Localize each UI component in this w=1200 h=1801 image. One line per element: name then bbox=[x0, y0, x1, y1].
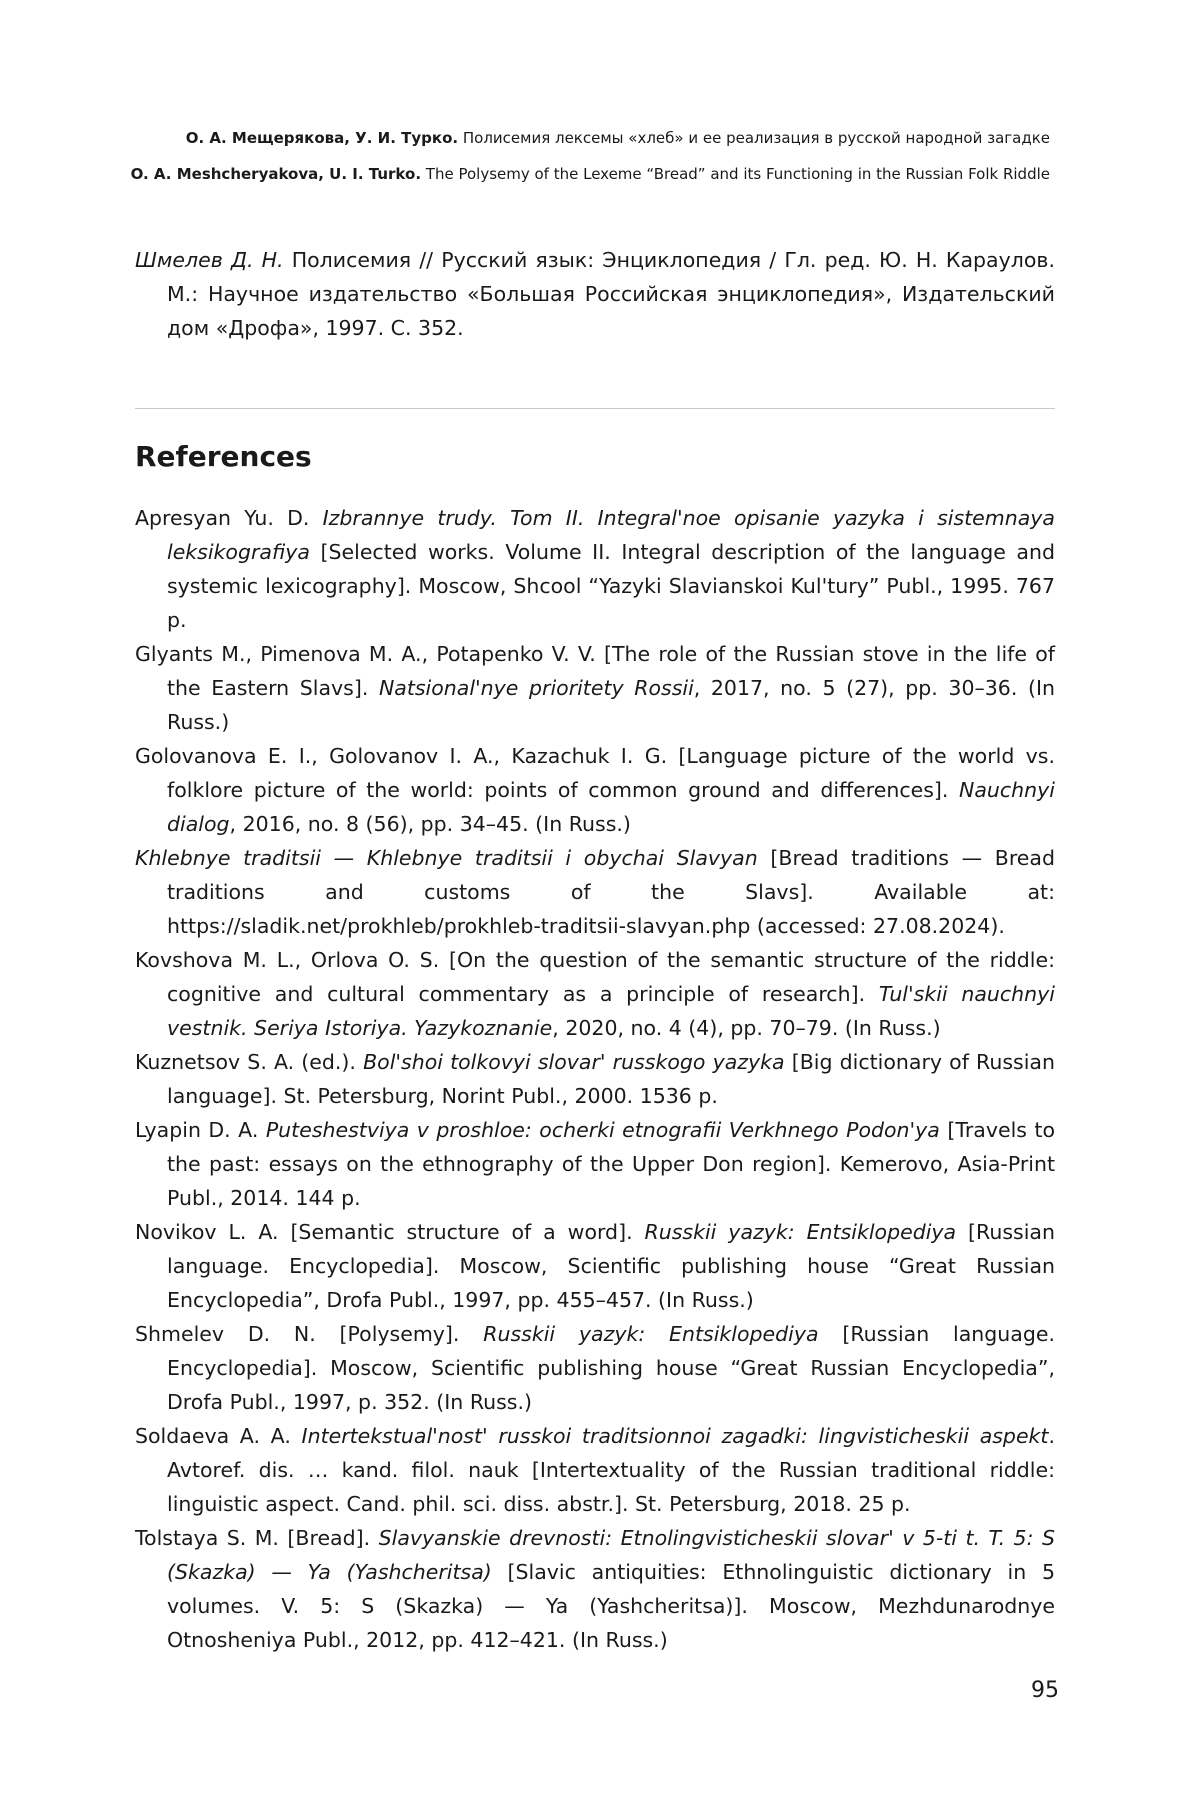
reference-text: [Bread traditions — Bread traditions and customs of the Slavs]. Available at: https://sladik.net/prokhleb/prokhleb-traditsii-slavyan.php (accessed: 27.08.2024). bbox=[167, 846, 1055, 938]
reference-entry bbox=[135, 501, 1055, 637]
running-head-authors: O. A. Meshcheryakova, U. I. Turko. bbox=[130, 165, 422, 183]
reference-entry bbox=[135, 1521, 1055, 1657]
reference-text: Apresyan Yu. D. bbox=[135, 506, 323, 530]
running-head-title: Полисемия лексемы «хлеб» и ее реализация в русской народной загадке bbox=[462, 129, 1050, 147]
reference-title: Puteshestviya v proshloe: ocherki etnografii Verkhnego Podon'ya bbox=[265, 1118, 940, 1142]
reference-entry bbox=[135, 739, 1055, 841]
reference-text: Lyapin D. A. bbox=[135, 1118, 266, 1142]
reference-entry bbox=[135, 1317, 1055, 1419]
reference-text: Glyants M., Pimenova M. A., Potapenko V. V. [The role of the Russian stove in the life of the Eastern Slavs]. bbox=[135, 642, 1055, 700]
section-divider bbox=[135, 408, 1055, 409]
reference-text: [Russian language. Encyclopedia]. Moscow, Scientific publishing house “Great Russian Encyclopedia”, Drofa Publ., 1997, pp. 455–457. (In Russ.) bbox=[167, 1220, 1055, 1312]
page-number: 95 bbox=[1031, 1678, 1059, 1703]
reference-text: Tolstaya S. M. [Bread]. bbox=[135, 1526, 379, 1550]
reference-entry bbox=[135, 841, 1055, 943]
reference-entry bbox=[135, 1215, 1055, 1317]
reference-text: , 2016, no. 8 (56), pp. 34–45. (In Russ.) bbox=[229, 812, 631, 836]
russian-reference-list bbox=[135, 243, 1055, 345]
reference-text: , 2020, no. 4 (4), pp. 70–79. (In Russ.) bbox=[552, 1016, 941, 1040]
running-head-authors: О. А. Мещерякова, У. И. Турко. bbox=[185, 129, 459, 147]
reference-text: Soldaeva A. A. bbox=[135, 1424, 302, 1448]
reference-text: [Travels to the past: essays on the ethnography of the Upper Don region]. Kemerovo, Asia-Print Publ., 2014. 144 p. bbox=[167, 1118, 1055, 1210]
reference-title: Bol'shoi tolkovyi slovar' russkogo yazyka bbox=[363, 1050, 785, 1074]
reference-entry bbox=[135, 1113, 1055, 1215]
reference-text: , 2017, no. 5 (27), pp. 30–36. (In Russ.) bbox=[167, 676, 1055, 734]
reference-text: [Slavic antiquities: Ethnolinguistic dictionary in 5 volumes. V. 5: S (Skazka) — Ya (Yashcheritsa)]. Moscow, Mezhdunarodnye Otnosheniya Publ., 2012, pp. 412–421. (In Russ.) bbox=[167, 1560, 1055, 1652]
reference-text: Kovshova M. L., Orlova O. S. [On the question of the semantic structure of the riddle: cognitive and cultural commentary as a principle of research]. bbox=[135, 948, 1055, 1006]
reference-text: Golovanova E. I., Golovanov I. A., Kazachuk I. G. [Language picture of the world vs. folklore picture of the world: points of common ground and differences]. bbox=[135, 744, 1055, 802]
reference-title: Nauchnyi dialog bbox=[167, 778, 1055, 836]
reference-text: Novikov L. A. [Semantic structure of a word]. bbox=[135, 1220, 645, 1244]
reference-title: Tul'skii nauchnyi vestnik. Seriya Istoriya. Yazykoznanie bbox=[167, 982, 1055, 1040]
running-head-title: The Polysemy of the Lexeme “Bread” and its Functioning in the Russian Folk Riddle bbox=[425, 165, 1050, 183]
references-list bbox=[135, 501, 1055, 1657]
reference-title: Khlebnye traditsii — Khlebnye traditsii i obychai Slavyan bbox=[135, 846, 758, 870]
reference-text: Полисемия // Русский язык: Энциклопедия / Гл. ред. Ю. Н. Караулов. М.: Научное издательство «Большая Российская энциклопедия», Издательский дом «Дрофа», 1997. С. 352. bbox=[167, 248, 1055, 340]
reference-title: Russkii yazyk: Entsiklopediya bbox=[483, 1322, 819, 1346]
reference-title: Slavyanskie drevnosti: Etnolingvisticheskii slovar' v 5-ti t. T. 5: S (Skazka) — Ya (Yashcheritsa) bbox=[167, 1526, 1055, 1584]
running-head-russian bbox=[186, 128, 1050, 148]
reference-text: [Selected works. Volume II. Integral description of the language and systemic lexicography]. Moscow, Shcool “Yazyki Slavianskoi Kul'tury” Publ., 1995. 767 p. bbox=[167, 540, 1055, 632]
running-head-english bbox=[131, 164, 1050, 184]
reference-entry bbox=[135, 637, 1055, 739]
reference-title: Natsional'nye prioritety Rossii bbox=[378, 676, 694, 700]
reference-entry bbox=[135, 943, 1055, 1045]
reference-text: . Avtoref. dis. … kand. filol. nauk [Intertextuality of the Russian traditional riddle: linguistic aspect. Cand. phil. sci. diss. abstr.]. St. Petersburg, 2018. 25 p. bbox=[167, 1424, 1056, 1516]
reference-title: Izbrannye trudy. Tom II. Integral'noe opisanie yazyka i sistemnaya leksikografiya bbox=[167, 506, 1055, 564]
reference-entry bbox=[135, 243, 1055, 345]
reference-text: Shmelev D. N. [Polysemy]. bbox=[135, 1322, 484, 1346]
reference-entry bbox=[135, 1419, 1055, 1521]
reference-title: Russkii yazyk: Entsiklopediya bbox=[644, 1220, 957, 1244]
references-heading: References bbox=[135, 440, 312, 473]
reference-author: Шмелев Д. Н. bbox=[135, 248, 284, 272]
reference-entry bbox=[135, 1045, 1055, 1113]
reference-text: Kuznetsov S. A. (ed.). bbox=[135, 1050, 364, 1074]
reference-title: Intertekstual'nost' russkoi traditsionnoi zagadki: lingvisticheskii aspekt bbox=[301, 1424, 1049, 1448]
reference-text: [Russian language. Encyclopedia]. Moscow, Scientific publishing house “Great Russian Encyclopedia”, Drofa Publ., 1997, p. 352. (In Russ.) bbox=[167, 1322, 1055, 1414]
reference-text: [Big dictionary of Russian language]. St. Petersburg, Norint Publ., 2000. 1536 p. bbox=[167, 1050, 1055, 1108]
